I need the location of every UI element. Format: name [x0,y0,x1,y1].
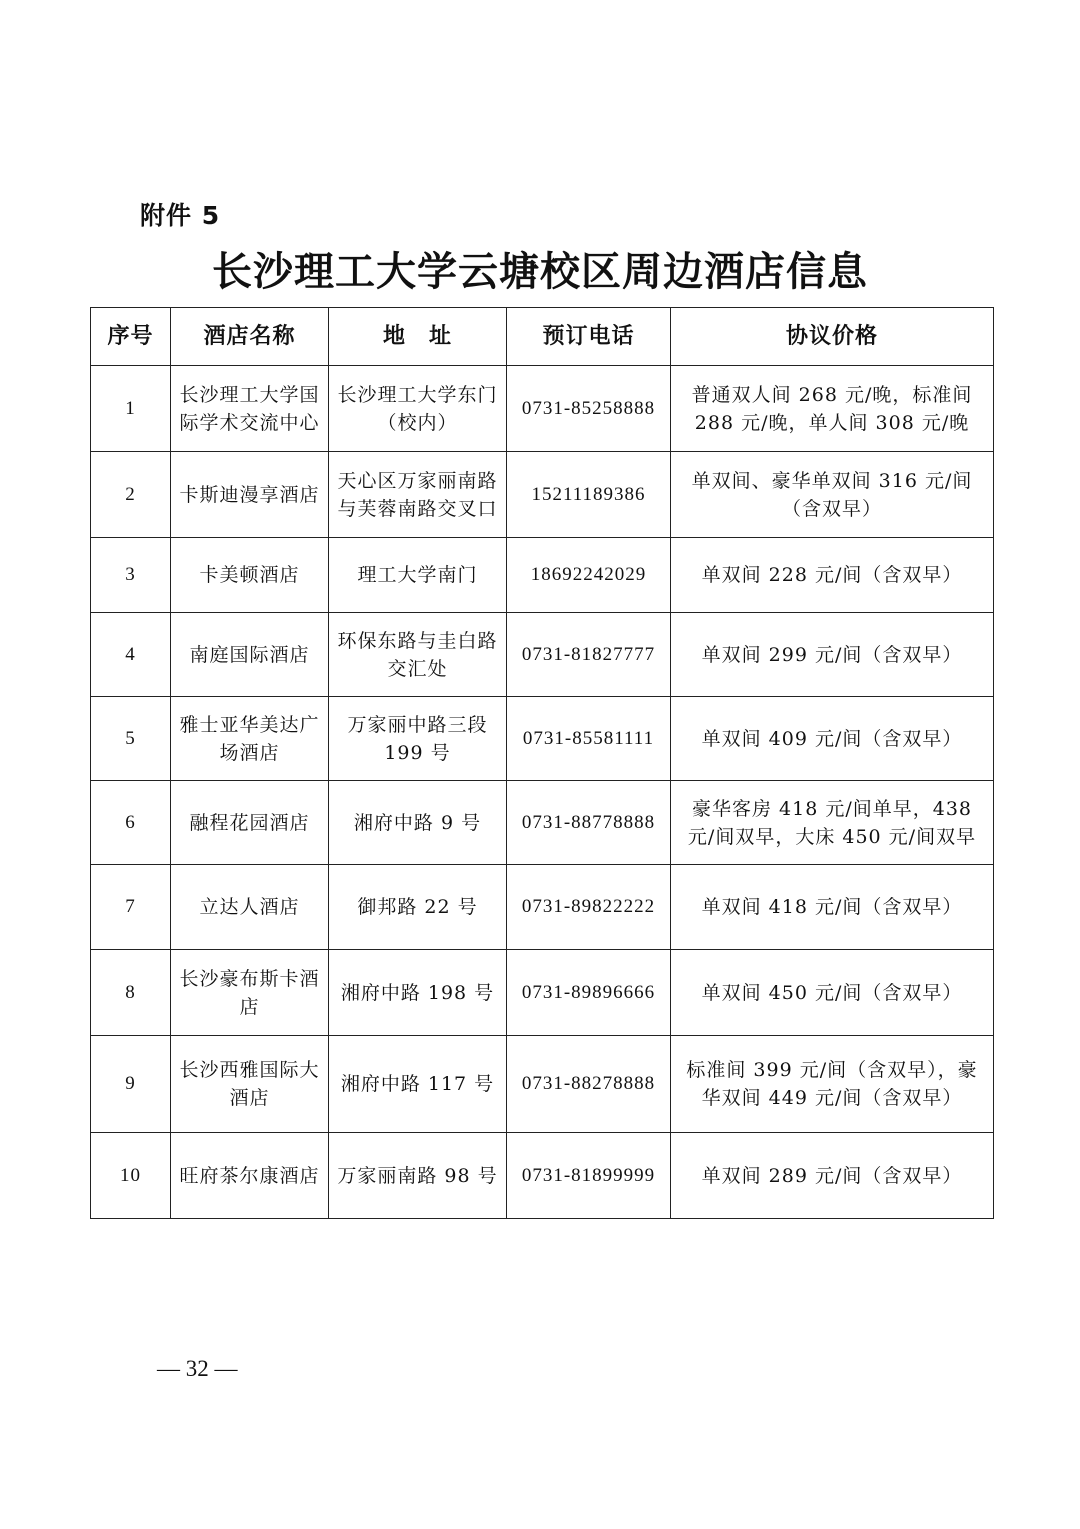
cell-hotel-name: 雅士亚华美达广场酒店 [171,697,329,781]
cell-number: 3 [91,538,171,613]
cell-number: 6 [91,781,171,865]
cell-phone: 15211189386 [507,452,671,538]
header-hotel-name: 酒店名称 [171,308,329,366]
cell-address: 环保东路与圭白路交汇处 [329,613,507,697]
cell-hotel-name: 长沙西雅国际大酒店 [171,1036,329,1133]
header-phone: 预订电话 [507,308,671,366]
cell-hotel-name: 旺府茶尔康酒店 [171,1133,329,1219]
table-row [91,1133,994,1219]
header-number: 序号 [91,308,171,366]
cell-address: 湘府中路 198 号 [329,950,507,1036]
cell-phone: 18692242029 [507,538,671,613]
cell-phone: 0731-85581111 [507,697,671,781]
cell-address: 万家丽中路三段 199 号 [329,697,507,781]
cell-address: 长沙理工大学东门（校内） [329,366,507,452]
cell-phone: 0731-81899999 [507,1133,671,1219]
cell-address: 天心区万家丽南路与芙蓉南路交叉口 [329,452,507,538]
attachment-label: 附件 5 [140,201,221,230]
cell-price: 豪华客房 418 元/间单早，438 元/间双早，大床 450 元/间双早 [671,781,994,865]
cell-phone: 0731-89822222 [507,865,671,950]
cell-hotel-name: 立达人酒店 [171,865,329,950]
cell-price: 单双间 418 元/间（含双早） [671,865,994,950]
cell-hotel-name: 长沙理工大学国际学术交流中心 [171,366,329,452]
cell-price: 标准间 399 元/间（含双早），豪华双间 449 元/间（含双早） [671,1036,994,1133]
cell-number: 4 [91,613,171,697]
table-header-row [91,308,994,366]
page-title: 长沙理工大学云塘校区周边酒店信息 [212,249,868,295]
cell-address: 湘府中路 9 号 [329,781,507,865]
cell-address: 湘府中路 117 号 [329,1036,507,1133]
cell-number: 10 [91,1133,171,1219]
cell-price: 单双间、豪华单双间 316 元/间（含双早） [671,452,994,538]
cell-address: 御邦路 22 号 [329,865,507,950]
table-row [91,452,994,538]
table-row [91,1036,994,1133]
cell-hotel-name: 融程花园酒店 [171,781,329,865]
cell-number: 8 [91,950,171,1036]
cell-phone: 0731-81827777 [507,613,671,697]
table-row [91,781,994,865]
cell-address: 理工大学南门 [329,538,507,613]
cell-phone: 0731-89896666 [507,950,671,1036]
cell-phone: 0731-85258888 [507,366,671,452]
table-row [91,865,994,950]
cell-number: 9 [91,1036,171,1133]
table-row [91,366,994,452]
cell-phone: 0731-88278888 [507,1036,671,1133]
table-row [91,613,994,697]
table-row [91,697,994,781]
cell-hotel-name: 卡斯迪漫享酒店 [171,452,329,538]
cell-price: 单双间 299 元/间（含双早） [671,613,994,697]
cell-number: 2 [91,452,171,538]
cell-address: 万家丽南路 98 号 [329,1133,507,1219]
cell-number: 7 [91,865,171,950]
header-price: 协议价格 [671,308,994,366]
cell-price: 单双间 450 元/间（含双早） [671,950,994,1036]
hotel-table [90,307,994,1219]
cell-hotel-name: 长沙豪布斯卡酒店 [171,950,329,1036]
page-number: — 32 — [157,1356,238,1381]
cell-hotel-name: 南庭国际酒店 [171,613,329,697]
cell-price: 单双间 289 元/间（含双早） [671,1133,994,1219]
cell-number: 1 [91,366,171,452]
table-row [91,950,994,1036]
header-address: 地 址 [329,308,507,366]
cell-number: 5 [91,697,171,781]
cell-phone: 0731-88778888 [507,781,671,865]
table-row [91,538,994,613]
cell-price: 单双间 228 元/间（含双早） [671,538,994,613]
cell-price: 普通双人间 268 元/晚，标准间 288 元/晚，单人间 308 元/晚 [671,366,994,452]
cell-price: 单双间 409 元/间（含双早） [671,697,994,781]
cell-hotel-name: 卡美顿酒店 [171,538,329,613]
